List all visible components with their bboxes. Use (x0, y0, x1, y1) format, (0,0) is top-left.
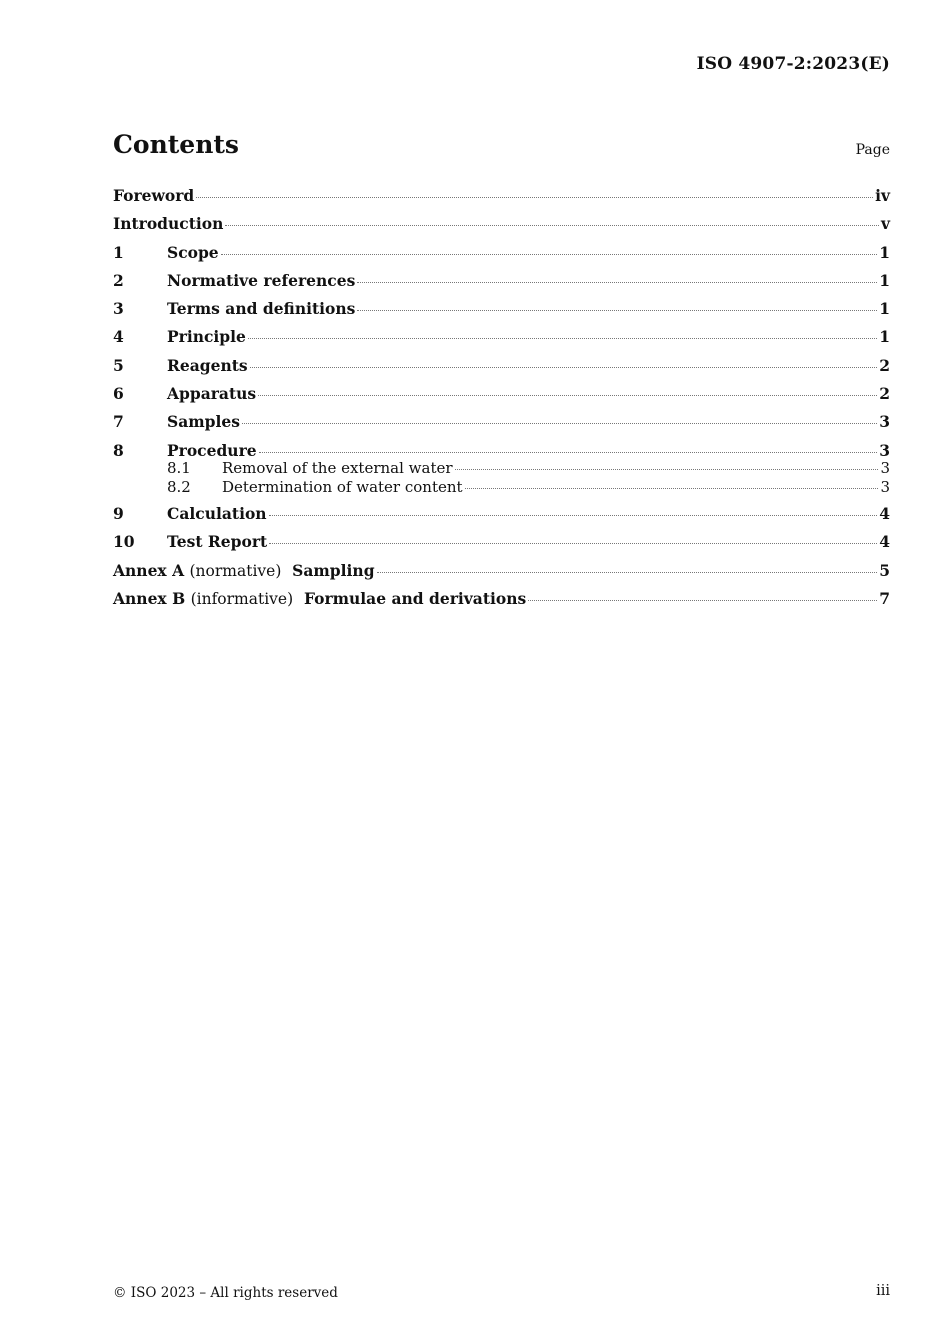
annex-status: (normative) (189, 561, 282, 580)
toc-title: Scope (167, 242, 219, 262)
toc-entry-annex-a[interactable] (113, 559, 890, 587)
dot-leader (242, 423, 877, 424)
toc-number: 5 (113, 355, 124, 375)
toc-page: 5 (879, 560, 890, 580)
page-number: iii (876, 1283, 890, 1299)
dot-leader (357, 282, 877, 283)
toc-entry-normative-references[interactable] (113, 269, 890, 297)
toc-title: Foreword (113, 186, 195, 205)
page-column-label: Page (855, 142, 890, 158)
toc-page: 4 (879, 532, 890, 552)
toc-title: Test Report (167, 532, 268, 552)
toc-entry-calculation[interactable] (113, 502, 890, 530)
toc-number: 1 (113, 242, 124, 262)
dot-leader (465, 488, 879, 489)
dot-leader (377, 572, 878, 573)
toc-number: 2 (113, 270, 124, 290)
toc-number: 6 (113, 384, 124, 404)
toc-title: Determination of water content (222, 478, 463, 497)
toc-title: Normative references (167, 270, 356, 290)
toc-number: 4 (113, 327, 124, 347)
toc-page: 3 (880, 458, 890, 477)
toc-title: Calculation (167, 504, 267, 524)
dot-leader (221, 254, 878, 255)
toc-entry-principle[interactable] (113, 325, 890, 353)
toc-page: 1 (879, 242, 890, 262)
toc-number: 7 (113, 412, 124, 432)
annex-label: Annex B (113, 589, 186, 609)
dot-leader (269, 543, 877, 544)
toc-entry-test-report[interactable] (113, 530, 890, 558)
toc-number: 8.2 (167, 478, 191, 497)
dot-leader (196, 197, 873, 198)
annex-status: (informative) (190, 590, 294, 609)
copyright-notice: © ISO 2023 – All rights reserved (113, 1285, 338, 1301)
toc-number: 10 (113, 532, 135, 552)
toc-page: 4 (879, 504, 890, 524)
toc-page: 3 (880, 478, 890, 497)
dot-leader (225, 225, 879, 226)
toc-page: 3 (879, 440, 890, 460)
toc-number: 9 (113, 504, 124, 524)
dot-leader (455, 469, 879, 470)
toc-page: v (880, 214, 890, 234)
dot-leader (250, 367, 878, 368)
toc-title: Formulae and derivations (303, 589, 527, 609)
toc-entry-apparatus[interactable] (113, 382, 890, 410)
toc-title: Apparatus (167, 384, 257, 404)
dot-leader (259, 452, 878, 453)
contents-heading: Contents (113, 130, 240, 159)
annex-label: Annex A (113, 560, 185, 580)
toc-page: 3 (879, 412, 890, 432)
toc-entry-samples[interactable] (113, 410, 890, 438)
toc-title: Removal of the external water (222, 458, 453, 477)
toc-entry-reagents[interactable] (113, 354, 890, 382)
dot-leader (258, 395, 877, 396)
toc-page: 2 (879, 355, 890, 375)
toc-title: Procedure (167, 440, 257, 460)
toc-entry-introduction[interactable] (113, 212, 890, 240)
toc-page: 2 (879, 384, 890, 404)
toc-title: Sampling (292, 560, 375, 580)
dot-leader (269, 515, 878, 516)
dot-leader (528, 600, 877, 601)
toc-page: 1 (879, 327, 890, 347)
toc-entry-procedure[interactable] (113, 439, 890, 459)
toc-number: 8.1 (167, 458, 191, 477)
table-of-contents (113, 184, 890, 615)
toc-number: 3 (113, 299, 124, 319)
toc-page: 1 (879, 270, 890, 290)
toc-title: Introduction (113, 214, 224, 234)
toc-entry-determination-of-water-content[interactable] (113, 478, 890, 502)
toc-entry-removal-of-external-water[interactable] (113, 459, 890, 479)
toc-page: 7 (879, 589, 890, 609)
dot-leader (248, 338, 877, 339)
toc-page: 1 (879, 299, 890, 319)
toc-entry-annex-b[interactable] (113, 587, 890, 615)
toc-number: 8 (113, 440, 124, 460)
toc-title: Samples (167, 412, 240, 432)
toc-entry-terms-and-definitions[interactable] (113, 297, 890, 325)
toc-title: Terms and definitions (167, 299, 356, 319)
toc-entry-scope[interactable] (113, 241, 890, 269)
toc-entry-foreword[interactable] (113, 184, 890, 212)
toc-page: iv (875, 186, 890, 205)
toc-title: Reagents (167, 355, 248, 375)
document-id: ISO 4907-2:2023(E) (696, 54, 890, 74)
dot-leader (357, 310, 877, 311)
toc-title: Principle (167, 327, 246, 347)
